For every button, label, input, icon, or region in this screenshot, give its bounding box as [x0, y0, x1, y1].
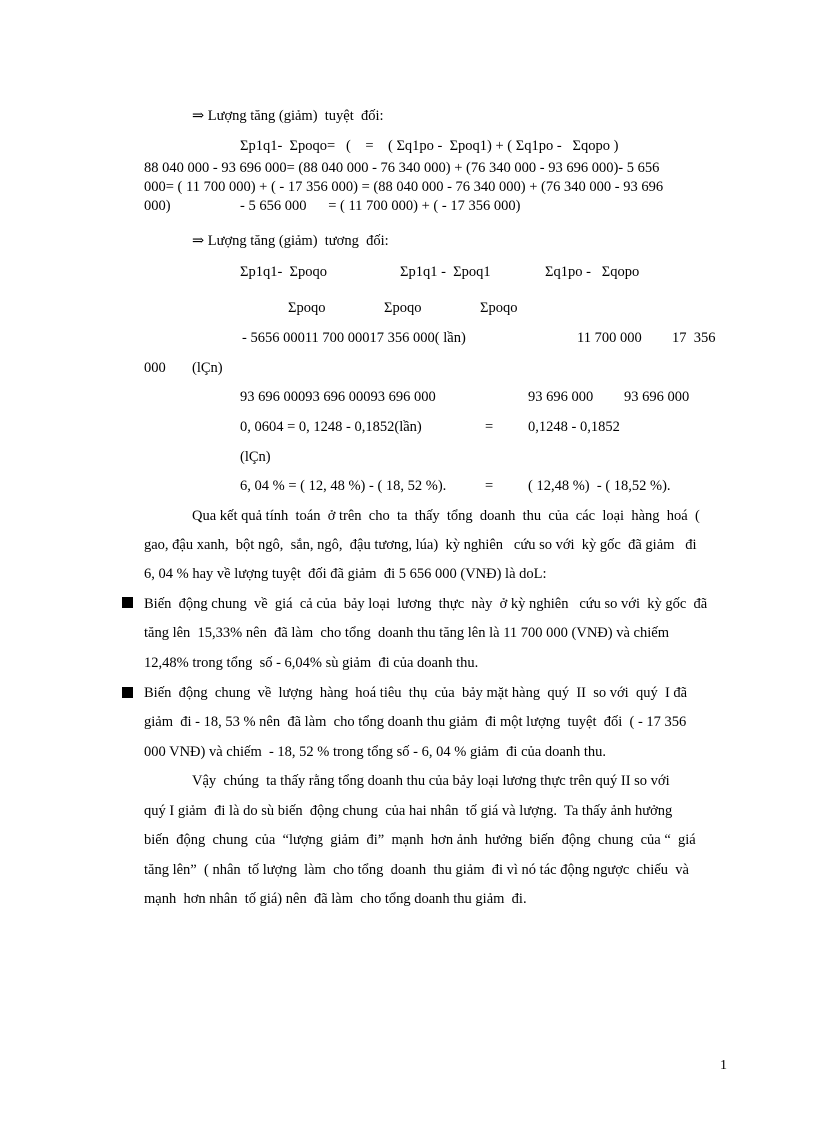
square-bullet-icon — [122, 687, 133, 698]
calc-line: 0,1248 - 0,1852 — [528, 419, 620, 435]
calc-line: - 5 656 000 = ( 11 700 000) + ( - 17 356 000) — [240, 198, 521, 214]
bullet-line: giảm đi - 18, 53 % nên đã làm cho tổng doanh thu giảm đi một lượng tuyệt đối ( - 17 356 — [144, 714, 687, 730]
calc-line: 93 696 00093 696 00093 696 000 — [240, 389, 436, 405]
formula-line: Σp1q1- Σpoqo= ( = ( Σq1po - Σpoq1) + ( Σq1po - Σqopo ) — [240, 138, 619, 154]
bullet-line: tăng lên 15,33% nên đã làm cho tổng doanh thu tăng lên là 11 700 000 (VNĐ) và chiếm — [144, 625, 669, 641]
fraction-denominator: Σpoqo — [480, 300, 518, 316]
calc-line: = — [485, 478, 494, 494]
calc-line: 93 696 000 — [528, 389, 594, 405]
paragraph-line: Vậy chúng ta thấy rằng tổng doanh thu của bảy loại lương thực trên quý II so với — [192, 773, 670, 789]
paragraph-line: tăng lên” ( nhân tố lượng làm cho tổng doanh thu giảm đi vì nó tác động ngược chiếu và — [144, 862, 689, 878]
calc-line: 11 700 000 — [577, 330, 642, 346]
paragraph-line: Qua kết quả tính toán ở trên cho ta thấy tổng doanh thu của các loại hàng hoá ( — [192, 508, 700, 524]
square-bullet-icon — [122, 597, 133, 608]
bullet-line: 000 VNĐ) và chiếm - 18, 52 % trong tổng số - 6, 04 % giảm đi của doanh thu. — [144, 744, 607, 760]
paragraph-line: mạnh hơn nhân tố giá) nên đã làm cho tổng doanh thu giảm đi. — [144, 891, 527, 907]
fraction-numerator: Σp1q1 - Σpoq1 — [400, 264, 491, 280]
calc-line: 6, 04 % = ( 12, 48 %) - ( 18, 52 %). — [240, 478, 447, 494]
calc-line: (lÇn) — [192, 360, 223, 376]
calc-line: 0, 0604 = 0, 1248 - 0,1852(lần) — [240, 419, 422, 435]
calc-line: 93 696 000 — [624, 389, 690, 405]
calc-line: - 5656 00011 700 00017 356 000( lần) — [242, 330, 466, 346]
calc-line: 000= ( 11 700 000) + ( - 17 356 000) = (88 040 000 - 76 340 000) + (76 340 000 - 93 696 — [144, 179, 664, 195]
calc-line: 000 — [144, 360, 166, 376]
calc-line: 88 040 000 - 93 696 000= (88 040 000 - 76 340 000) + (76 340 000 - 93 696 000)- 5 656 — [144, 160, 660, 176]
fraction-numerator: Σq1po - Σqopo — [545, 264, 640, 280]
arrow-relative-change-heading: ⇒ Lượng tăng (giảm) tương đối: — [192, 233, 389, 249]
fraction-numerator: Σp1q1- Σpoqo — [240, 264, 327, 280]
fraction-denominator: Σpoqo — [384, 300, 422, 316]
paragraph-line: quý I giảm đi là do sù biến động chung của hai nhân tố giá và lượng. Ta thấy ảnh hưởng — [144, 803, 673, 819]
fraction-denominator: Σpoqo — [288, 300, 326, 316]
bullet-line: Biến động chung về lượng hàng hoá tiêu thụ của bảy mặt hàng quý II so với quý I đã — [144, 685, 688, 701]
bullet-line: Biến động chung về giá cả của bảy loại lương thực này ở kỳ nghiên cứu so với kỳ gốc đã — [144, 596, 708, 612]
calc-line: 000) — [144, 198, 171, 214]
paragraph-line: biến động chung của “lượng giảm đi” mạnh hơn ảnh hưởng biến động chung của “ giá — [144, 832, 696, 848]
page-number: 1 — [720, 1058, 727, 1073]
arrow-absolute-change-heading: ⇒ Lượng tăng (giảm) tuyệt đối: — [192, 108, 384, 124]
calc-line: ( 12,48 %) - ( 18,52 %). — [528, 478, 671, 494]
paragraph-line: gao, đậu xanh, bột ngô, sắn, ngô, đậu tương, lúa) kỳ nghiên cứu so với kỳ gốc đã giảm đi — [144, 537, 697, 553]
calc-line: 17 356 — [672, 330, 716, 346]
calc-line: = — [485, 419, 494, 435]
bullet-line: 12,48% trong tổng số - 6,04% sù giảm đi của doanh thu. — [144, 655, 479, 671]
calc-line: (lÇn) — [240, 449, 271, 465]
paragraph-line: 6, 04 % hay về lượng tuyệt đối đã giảm đi 5 656 000 (VNĐ) là doL: — [144, 566, 547, 582]
